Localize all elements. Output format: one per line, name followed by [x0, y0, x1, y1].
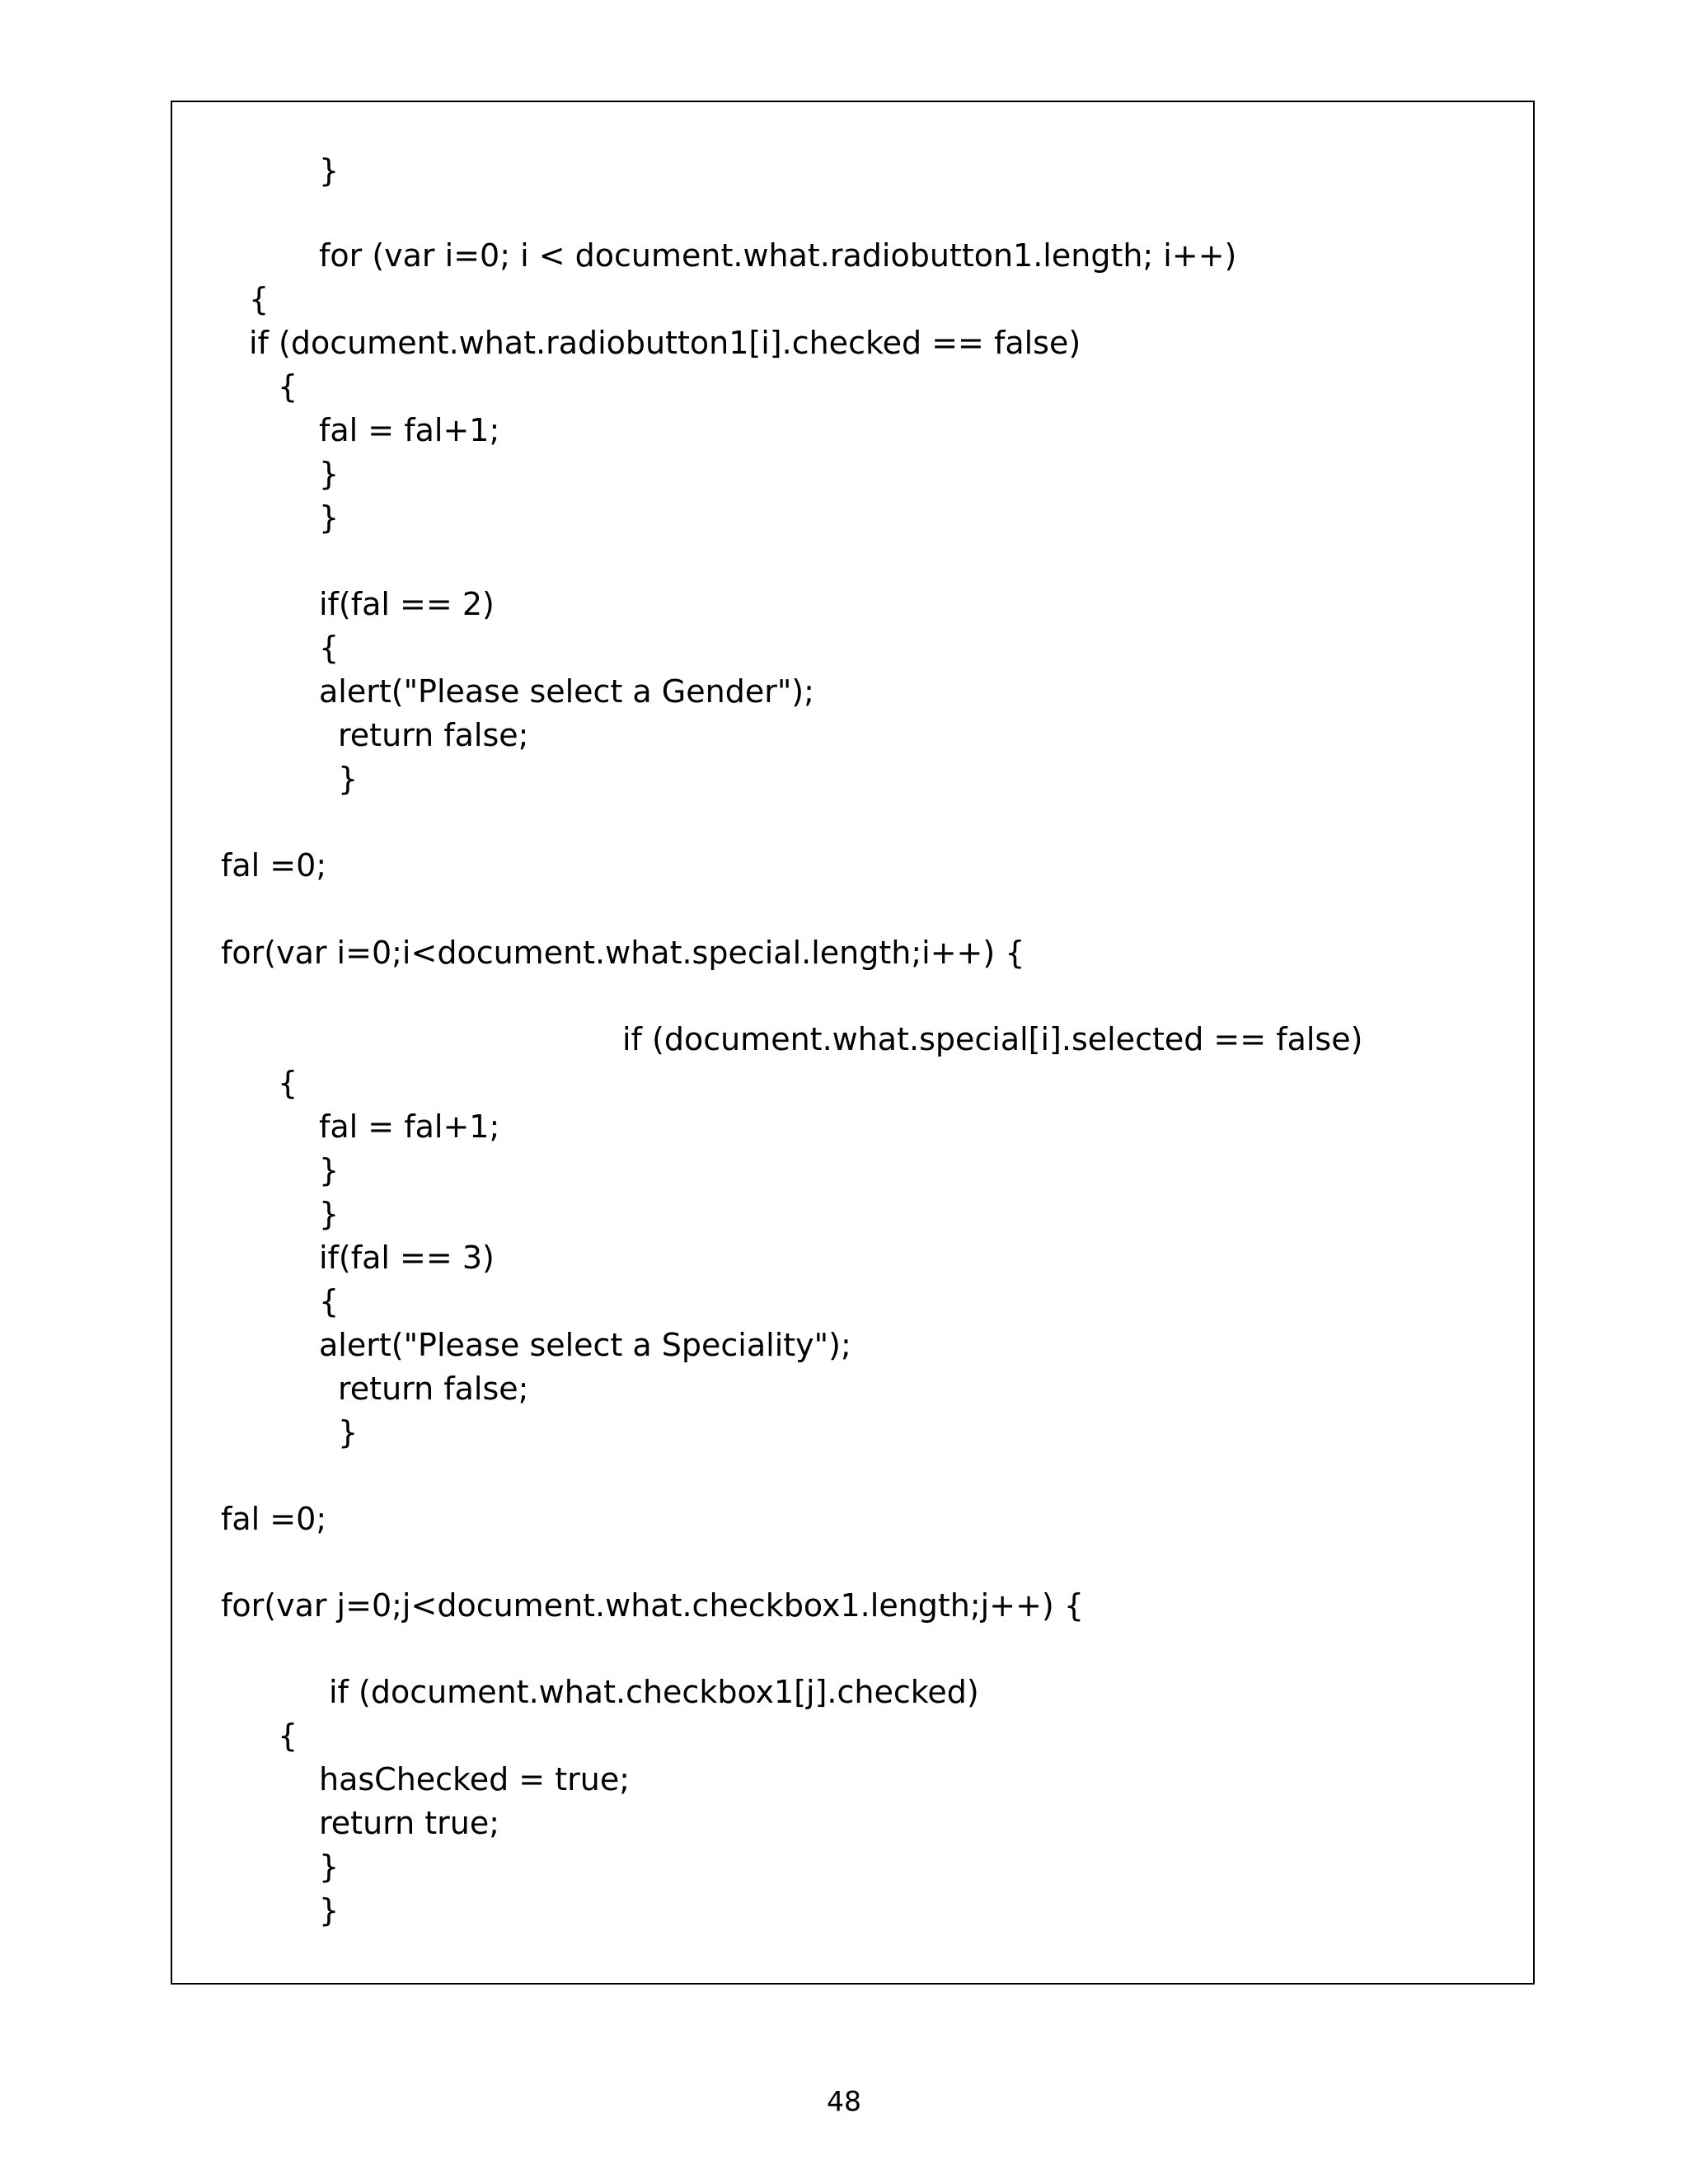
code-line: }: [319, 1196, 340, 1232]
code-line: }: [319, 1892, 340, 1929]
code-line: {: [319, 630, 340, 666]
code-line: hasChecked = true;: [319, 1761, 630, 1797]
code-line: {: [278, 1065, 298, 1101]
code-line: for(var j=0;j<document.what.checkbox1.length;j++) {: [221, 1587, 1085, 1624]
code-line: {: [278, 368, 298, 405]
code-line: if(fal == 2): [319, 586, 495, 622]
page-number: 48: [827, 2085, 861, 2117]
code-line: return true;: [319, 1805, 500, 1841]
code-line: if(fal == 3): [319, 1240, 495, 1276]
code-line: {: [278, 1718, 298, 1754]
code-line: if (document.what.special[i].selected == false): [622, 1021, 1363, 1057]
code-line: for(var i=0;i<document.what.special.length;i++) {: [221, 935, 1025, 971]
code-line: }: [319, 152, 340, 189]
code-line: if (document.what.checkbox1[j].checked): [329, 1674, 979, 1710]
code-line: fal =0;: [221, 1501, 327, 1537]
code-line: }: [319, 499, 340, 536]
code-line: alert("Please select a Speciality");: [319, 1327, 851, 1363]
code-line: for (var i=0; i < document.what.radiobutton1.length; i++): [319, 237, 1237, 274]
code-line: {: [249, 281, 270, 317]
code-line: }: [319, 456, 340, 492]
code-line: }: [319, 1849, 340, 1885]
code-line: alert("Please select a Gender");: [319, 673, 814, 710]
code-line: return false;: [338, 717, 529, 753]
code-line: }: [319, 1152, 340, 1188]
code-line: fal = fal+1;: [319, 1108, 500, 1145]
code-line: fal = fal+1;: [319, 412, 500, 448]
code-line: {: [319, 1283, 340, 1319]
code-line: fal =0;: [221, 847, 327, 883]
code-line: return false;: [338, 1371, 529, 1407]
code-line: }: [338, 1414, 359, 1451]
code-line: if (document.what.radiobutton1[i].checked == false): [249, 325, 1081, 361]
code-line: }: [338, 761, 359, 797]
